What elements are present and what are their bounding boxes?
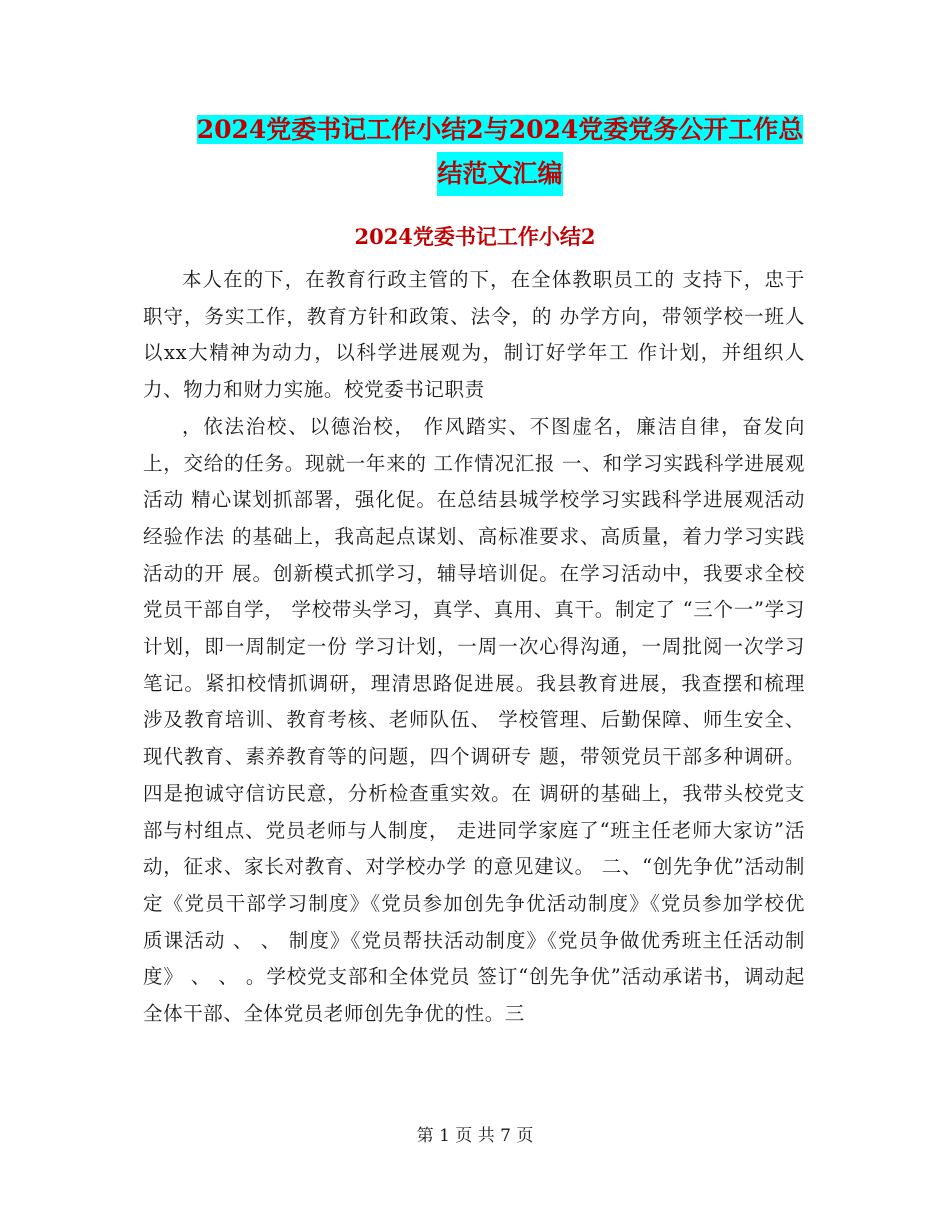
paragraph-1: 本人在的下，在教育行政主管的下，在全体教职员工的 支持下，忠于职守，务实工作，教育方针和政策、法令，的 办学方向，带领学校一班人以xx大精神为动力，以科学进展观为，制订好学年工 作计划，并组织人力、物力和财力实施。校党委书记职责 bbox=[143, 268, 805, 402]
page-footer: 第 1 页 共 7 页 bbox=[416, 1126, 534, 1146]
document-title-line2: 结范文汇编 bbox=[437, 152, 562, 196]
paragraph-2: ，依法治校、以德治校， 作风踏实、不图虚名，廉洁自律，奋发向上，交给的任务。现就一年来的 工作情况汇报 一、和学习实践科学进展观活动 精心谋划抓部署，强化促。在总结县城学校学习实践科学进展观活动经验作法 的基础上，我高起点谋划、高标准要求、高质量，着力学习实践活动的开 展。创新模式抓学习，辅导培训促。在学习活动中，我要求全校党员干部自学， 学校带头学习，真学、真用、真干。制定了 “三个一”学习计划，即一周制定一份 学习计划，一周一次心得沟通，一周批阅一次学习笔记。紧扣校情抓调研，理清思路促进展。我县教育进展，我查摆和梳理涉及教育培训、教育考核、老师队伍、 学校管理、后勤保障、师生安全、现代教育、素养教育等的问题，四个调研专 题，带领党员干部多种调研。四是抱诚守信访民意，分析检查重实效。在 调研的基础上，我带头校党支部与村组点、党员老师与人制度， 走进同学家庭了“班主任老师大家访”活动，征求、家长对教育、对学校办学 的意见建议。 二、“创先争优”活动制定《党员干部学习制度》《党员参加创先争优活动制度》《党员参加学校优质课活动 、 、 制度》《党员帮扶活动制度》《党员争做优秀班主任活动制度》 、 、 。学校党支部和全体党员 签订“创先争优”活动承诺书，调动起全体干部、全体党员老师创先争优的性。三 bbox=[143, 414, 805, 1026]
section-heading: 2024党委书记工作小结2 bbox=[354, 224, 596, 249]
body-text bbox=[143, 262, 805, 1033]
document-title bbox=[140, 108, 860, 196]
document-title-line1: 2024党委书记工作小结2与2024党委党务公开工作总 bbox=[196, 115, 804, 144]
